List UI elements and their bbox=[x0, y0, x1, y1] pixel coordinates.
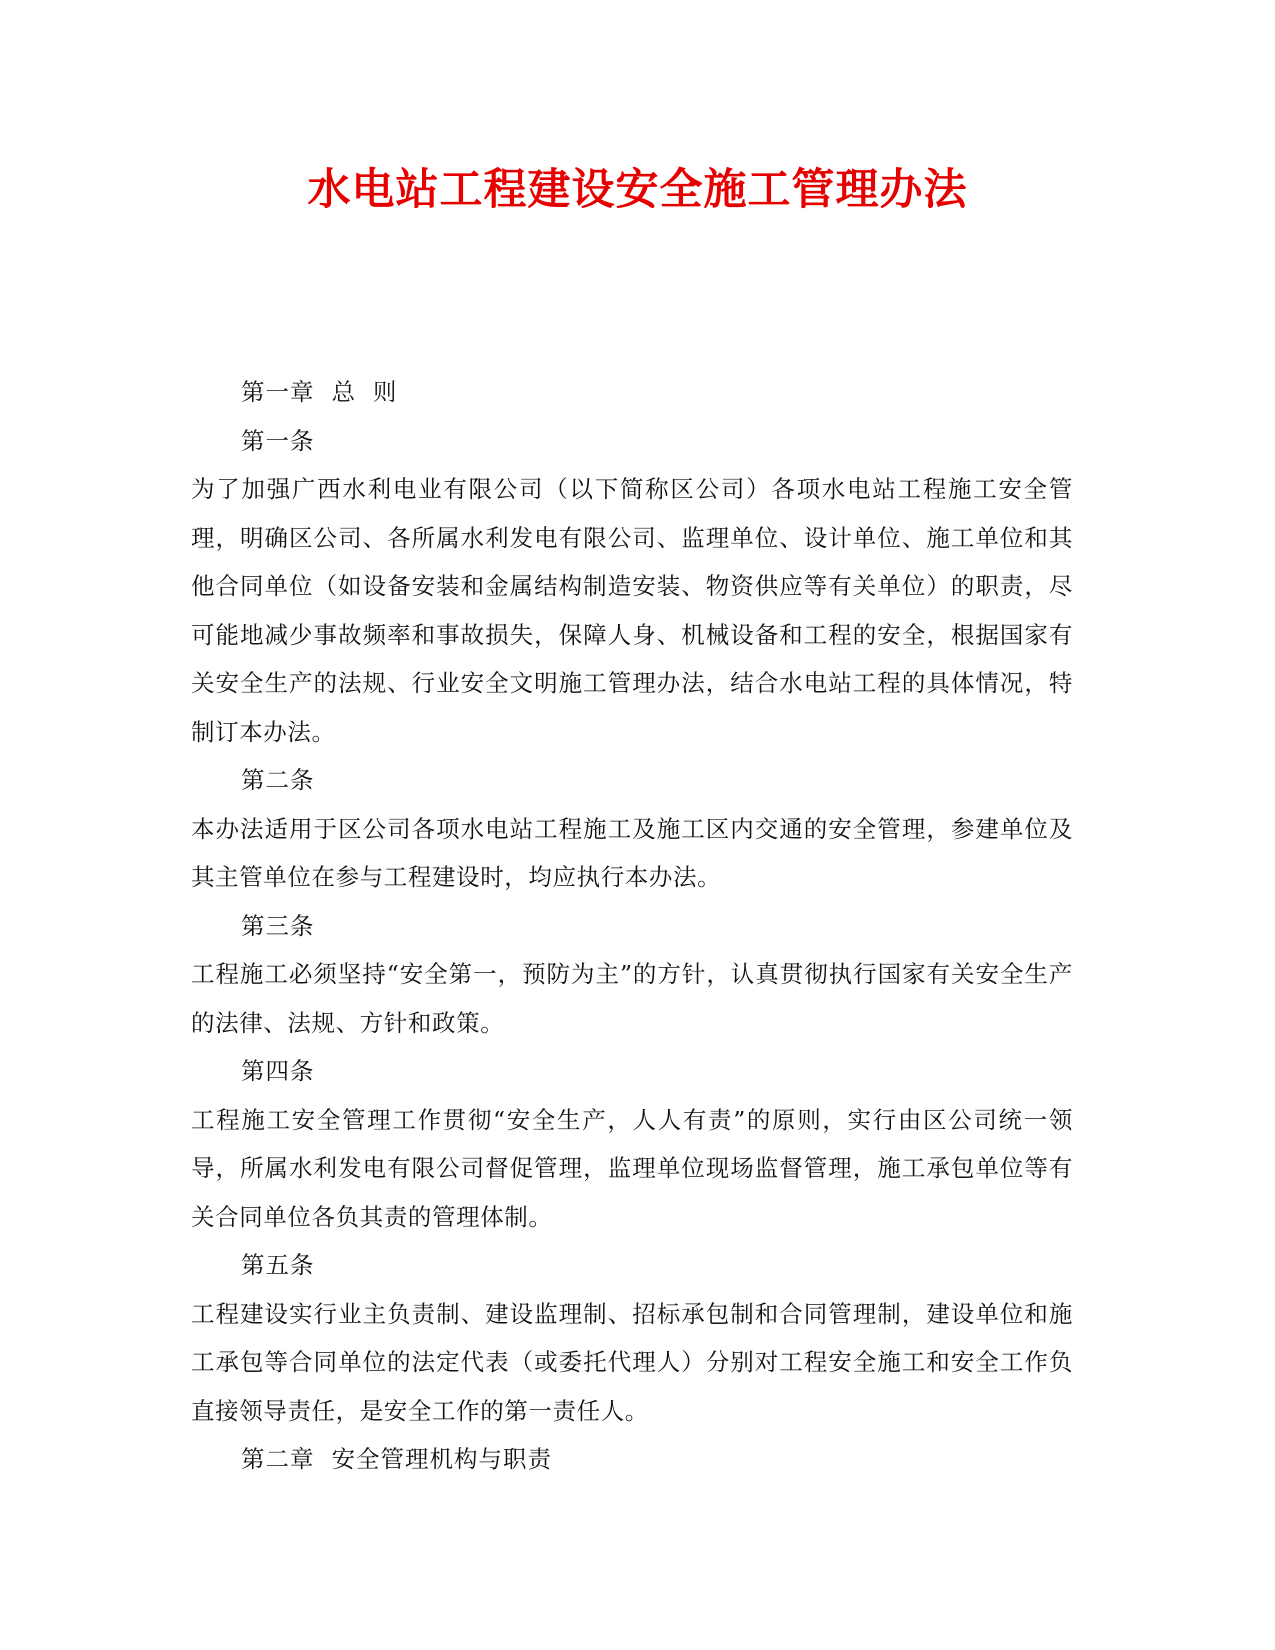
chapter-heading: 第一章 总 则 bbox=[241, 378, 398, 406]
article-paragraph: 工程建设实行业主负责制、建设监理制、招标承包制和合同管理制，建设单位和施工承包等合同单位的法定代表（或委托代理人）分别对工程安全施工和安全工作负直接领导责任，是安全工作的第一责任人。 bbox=[191, 1299, 1073, 1425]
article-heading: 第五条 bbox=[241, 1251, 315, 1279]
article-heading: 第四条 bbox=[241, 1057, 315, 1085]
chapter-heading: 第二章 安全管理机构与职责 bbox=[241, 1445, 552, 1473]
document-title: 水电站工程建设安全施工管理办法 bbox=[307, 165, 968, 215]
article-paragraph: 工程施工安全管理工作贯彻“安全生产，人人有责”的原则，实行由区公司统一领导，所属水利发电有限公司督促管理，监理单位现场监督管理，施工承包单位等有关合同单位各负其责的管理体制。 bbox=[191, 1105, 1073, 1231]
article-heading: 第一条 bbox=[241, 426, 315, 455]
article-paragraph: 本办法适用于区公司各项水电站工程施工及施工区内交通的安全管理，参建单位及其主管单位在参与工程建设时，均应执行本办法。 bbox=[191, 814, 1073, 891]
document-body bbox=[191, 368, 1073, 1484]
article-heading: 第三条 bbox=[241, 911, 315, 940]
article-paragraph: 为了加强广西水利电业有限公司（以下简称区公司）各项水电站工程施工安全管理，明确区公司、各所属水利发电有限公司、监理单位、设计单位、施工单位和其他合同单位（如设备安装和金属结构制造安装、物资供应等有关单位）的职责，尽可能地减少事故频率和事故损失，保障人身、机械设备和工程的安全，根据国家有关安全生产的法规、行业安全文明施工管理办法，结合水电站工程的具体情况，特制订本办法。 bbox=[191, 475, 1073, 746]
article-paragraph: 工程施工必须坚持“安全第一，预防为主”的方针，认真贯彻执行国家有关安全生产的法律、法规、方针和政策。 bbox=[191, 960, 1073, 1037]
article-heading: 第二条 bbox=[241, 766, 315, 794]
